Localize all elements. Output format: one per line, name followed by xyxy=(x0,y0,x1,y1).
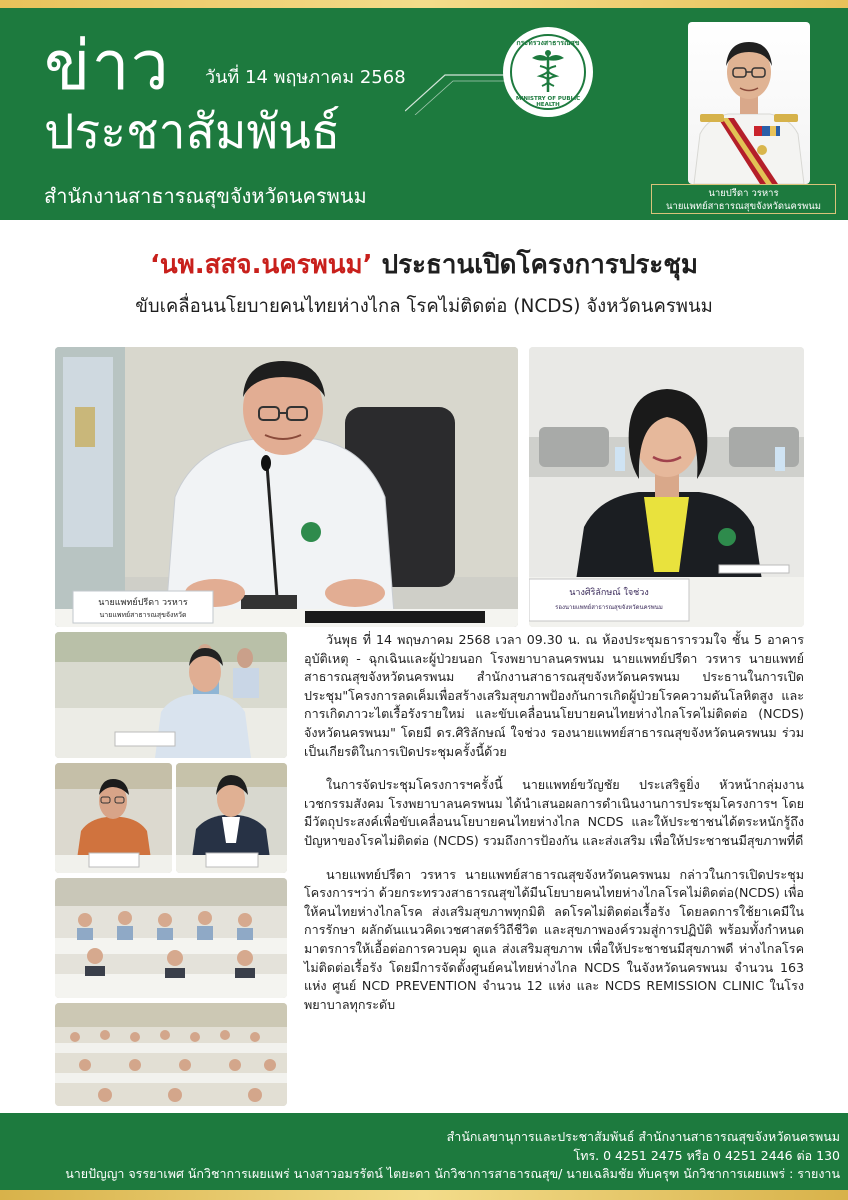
photo-meeting-audience xyxy=(55,878,287,998)
footer-reporters: นายปัญญา จรรยาเพศ นักวิชาการเผยแพร่ นางสาวอมรรัตน์ ไตยะดา นักวิชาการสาธารณสุข/ นายเฉลิมชัย ทับครุฑ นักวิชาการเผยแพร่ : รายงาน xyxy=(65,1166,840,1181)
office-name: สำนักงานสาธารณสุขจังหวัดนครพนม xyxy=(44,184,367,208)
logo-text-thai: กระทรวงสาธารณสุข xyxy=(516,39,580,47)
article-body xyxy=(304,631,804,1029)
photo-meeting-room xyxy=(55,1003,287,1106)
photo-chairman-speaking xyxy=(55,347,518,627)
article-paragraph-1: วันพุธ ที่ 14 พฤษภาคม 2568 เวลา 09.30 น. ณ ห้องประชุมธารารวมใจ ชั้น 5 อาคารอุบัติเหตุ - ฉุกเฉินและผู้ป่วยนอก โรงพยาบาลนครพนม นายแพทย์ปรีดา วรหาร นายแพทย์สาธารณสุขจังหวัดนครพนม สำนักงานสาธารณสุขจังหวัดนครพนม ประธานในการเปิดประชุม"โครงการลดเค็มเพื่อสร้างเสริมสุขภาพป้องกันการเกิดผู้ป่วยโรคความดันโลหิตสูง และการเกิดภาวะไตเรื้อรังรายใหม่ และขับเคลื่อนนโยบายคนไทยห่างไกลโรคไม่ติดต่อ (NCDS) จังหวัดนครพนม" โดยมี ดร.ศิริลักษณ์ ใจช่วง รองนายแพทย์สาธารณสุขจังหวัดนครพนม ร่วมเป็นเกียรติในการเปิดประชุมครั้งนี้ด้วย xyxy=(304,632,804,759)
nameplate-deputy-name: นางศิริลักษณ์ ใจช่วง xyxy=(569,588,649,598)
nameplate-chairman-role: นายแพทย์สาธารณสุขจังหวัด xyxy=(99,611,187,619)
headline-rest: ประธานเปิดโครงการประชุม xyxy=(372,250,699,280)
news-title: ข่าว xyxy=(44,27,170,106)
portrait-caption-role: นายแพทย์สาธารณสุขจังหวัดนครพนม xyxy=(665,201,822,212)
photo-deputy xyxy=(529,347,804,627)
publish-date: วันที่ 14 พฤษภาคม 2568 xyxy=(205,67,406,88)
ministry-logo xyxy=(503,27,593,117)
footer-gold-stripe xyxy=(0,1190,848,1200)
footer-department: สำนักเลขานุการและประชาสัมพันธ์ สำนักงานสาธารณสุขจังหวัดนครพนม xyxy=(446,1129,840,1144)
portrait-caption-name: นายปรีดา วรหาร xyxy=(708,188,779,199)
subheadline: ขับเคลื่อนนโยบายคนไทยห่างไกล โรคไม่ติดต่อ (NCDS) จังหวัดนครพนม xyxy=(135,296,713,317)
photo-meeting-1 xyxy=(55,632,287,758)
official-portrait xyxy=(688,22,810,184)
gold-stripe xyxy=(0,0,848,8)
photo-meeting-3 xyxy=(176,763,287,873)
footer-phone: โทร. 0 4251 2475 หรือ 0 4251 2446 ต่อ 130 xyxy=(573,1148,840,1163)
pr-title: ประชาสัมพันธ์ xyxy=(44,104,341,160)
logo-text-english: MINISTRY OF PUBLIC HEALTH xyxy=(515,96,581,108)
nameplate-deputy-role: รองนายแพทย์สาธารณสุขจังหวัดนครพนม xyxy=(555,604,663,611)
headline-highlight: ‘นพ.สสจ.นครพนม’ xyxy=(149,250,373,280)
article-paragraph-2: ในการจัดประชุมโครงการฯครั้งนี้ นายแพทย์ขวัญชัย ประเสริฐยิ่ง หัวหน้ากลุ่มงานเวชกรรมสังคม โรงพยาบาลนครพนม ได้นำเสนอผลการดำเนินงานการประชุมโครงการฯ โดยมีวัตถุประสงค์เพื่อขับเคลื่อนนโยบายคนไทยห่างไกล NCDS และให้ประชาชนได้ตระหนักรู้ถึงปัญหาของโรคไม่ติดต่อ (NCDS) รวมถึงการป้องกัน และส่งเสริม เพื่อให้ประชาชนมีสุขภาพที่ดี xyxy=(304,777,804,848)
article-paragraph-3: นายแพทย์ปรีดา วรหาร นายแพทย์สาธารณสุขจังหวัดนครพนม กล่าวในการเปิดประชุมโครงการฯว่า ด้วยกระทรวงสาธารณสุขได้มีนโยบายคนไทยห่างไกลโรคไม่ติดต่อ(NCDS) เพื่อให้คนไทยห่างไกลโรค ส่งเสริมสุขภาพทุกมิติ ลดโรคไม่ติดต่อเรื้อรัง โดยลดการใช้ยาเคมีในการรักษา ผลักดันแนวคิดเวชศาสตร์วิถีชีวิต และสุขภาพองค์รวมสู่การปฏิบัติ พร้อมทั้งกำหนดมาตรการให้เอื้อต่อการควบคุม ดูแล ส่งเสริมสุขภาพ เพื่อให้ประชาชนมีสุขภาพดี ห่างไกลโรคไม่ติดต่อเรื้อรัง โดยมีการจัดตั้งศูนย์คนไทยห่างไกล NCDS ในจังหวัดนครพนม จำนวน 163 แห่ง ศูนย์ NCD PREVENTION จำนวน 12 แห่ง และ NCDS REMISSION CLINIC ในโรงพยาบาลทุกระดับ xyxy=(304,866,804,1012)
portrait-caption xyxy=(651,184,836,214)
footer xyxy=(0,1113,848,1200)
decorative-line xyxy=(405,55,505,115)
headline xyxy=(0,244,848,285)
nameplate-chairman-name: นายแพทย์ปรีดา วรหาร xyxy=(98,598,188,608)
caduceus-icon xyxy=(528,48,568,94)
header-banner xyxy=(0,0,848,220)
photo-meeting-2 xyxy=(55,763,172,873)
